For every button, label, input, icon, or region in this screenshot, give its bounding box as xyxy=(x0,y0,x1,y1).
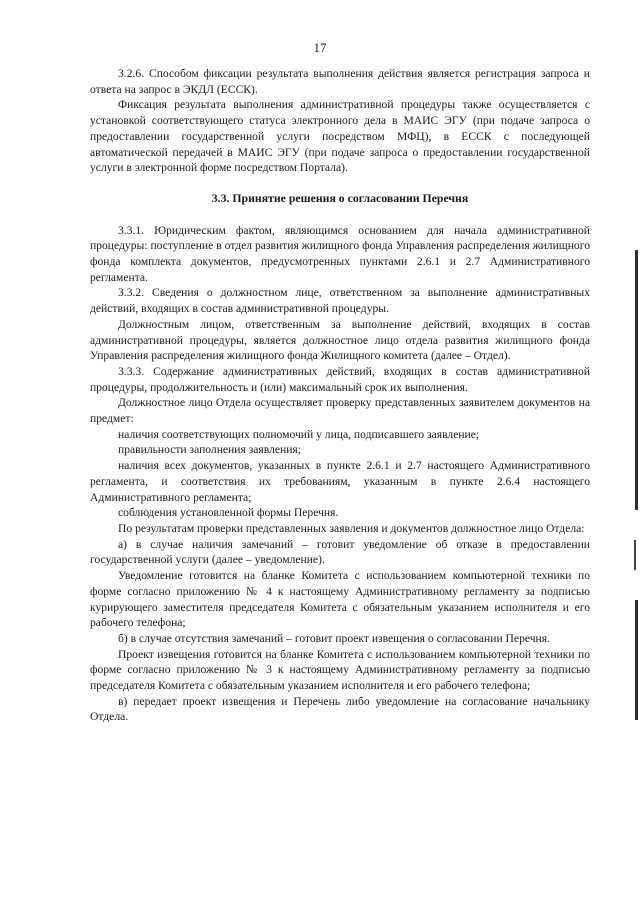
paragraph: 3.2.6. Способом фиксации результата выполнения действия является регистрация запроса и ответа на запрос в ЭКДЛ (ЕССК). xyxy=(90,67,590,96)
paragraph: Должностное лицо Отдела осуществляет проверку представленных заявителем документов на предмет: xyxy=(90,396,590,426)
paragraph: 3.3.2. Сведения о должностном лице, ответственном за выполнение административных действий, входящих в состав административной процедуры. xyxy=(90,286,590,316)
scan-edge-mark xyxy=(635,250,638,510)
paragraph: правильности заполнения заявления; xyxy=(118,443,301,457)
scan-edge-mark xyxy=(635,600,638,720)
paragraph: Фиксация результата выполнения административной процедуры также осуществляется с установкой соответствующего статуса электронного дела в МАИС ЭГУ (при подаче запроса о предоставлении государственной услуги посредством МФЦ), в ЕССК с последующей автоматической передачей в МАИС ЭГУ (при подаче запроса о предоставлении государственной услуги в электронной форме посредством Портала). xyxy=(90,98,590,175)
paragraph: а) в случае наличия замечаний – готовит уведомление об отказе в предоставлении государственной услуги (далее – уведомление). xyxy=(90,537,590,567)
paragraph: Проект извещения готовится на бланке Комитета с использованием компьютерной техники по форме согласно приложению № 3 к настоящему Административному регламенту за подписью председателя Комитета с обязательным указанием исполнителя и его рабочего телефона; xyxy=(90,647,590,693)
page-number: 17 xyxy=(313,40,327,55)
paragraph: 3.3.3. Содержание административных действий, входящих в состав административной процедуры, продолжительность и (или) максимальный срок их выполнения. xyxy=(90,364,590,394)
paragraph: Должностным лицом, ответственным за выполнение действий, входящих в состав административной процедуры, является должностное лицо отдела развития жилищного фонда Управления распределения жилищного фонда Жилищного комитета (далее – Отдел). xyxy=(90,317,590,363)
section-heading: 3.3. Принятие решения о согласовании Перечня xyxy=(211,190,469,205)
paragraph: Уведомление готовится на бланке Комитета с использованием компьютерной техники по форме согласно приложению № 4 к настоящему Административному регламенту за подписью курирующего заместителя председателя Комитета с обязательным указанием исполнителя и его рабочего телефона; xyxy=(90,569,590,630)
paragraph: соблюдения установленной формы Перечня. xyxy=(118,506,339,520)
scan-edge-mark xyxy=(634,540,636,570)
paragraph: По результатам проверки представленных заявления и документов должностное лицо Отдела: xyxy=(118,521,585,535)
paragraph: наличия соответствующих полномочий у лица, подписавшего заявление; xyxy=(118,427,480,441)
document-body xyxy=(90,66,590,725)
paragraph: 3.3.1. Юридическим фактом, являющимся основанием для начала административной процедуры: поступление в отдел развития жилищного фонда Управления распределения жилищного фонда комплекта документов, предусмотренных пунктами 2.6.1 и 2.7 Административного регламента. xyxy=(90,223,590,284)
paragraph: б) в случае отсутствия замечаний – готовит проект извещения о согласовании Перечня. xyxy=(118,631,550,645)
paragraph: наличия всех документов, указанных в пункте 2.6.1 и 2.7 настоящего Административного регламента, и соответствия их требованиям, указанным в пункте 2.6.4 настоящего Административного регламента; xyxy=(90,459,590,504)
paragraph: в) передает проект извещения и Перечень либо уведомление на согласование начальнику Отдела. xyxy=(90,694,590,724)
